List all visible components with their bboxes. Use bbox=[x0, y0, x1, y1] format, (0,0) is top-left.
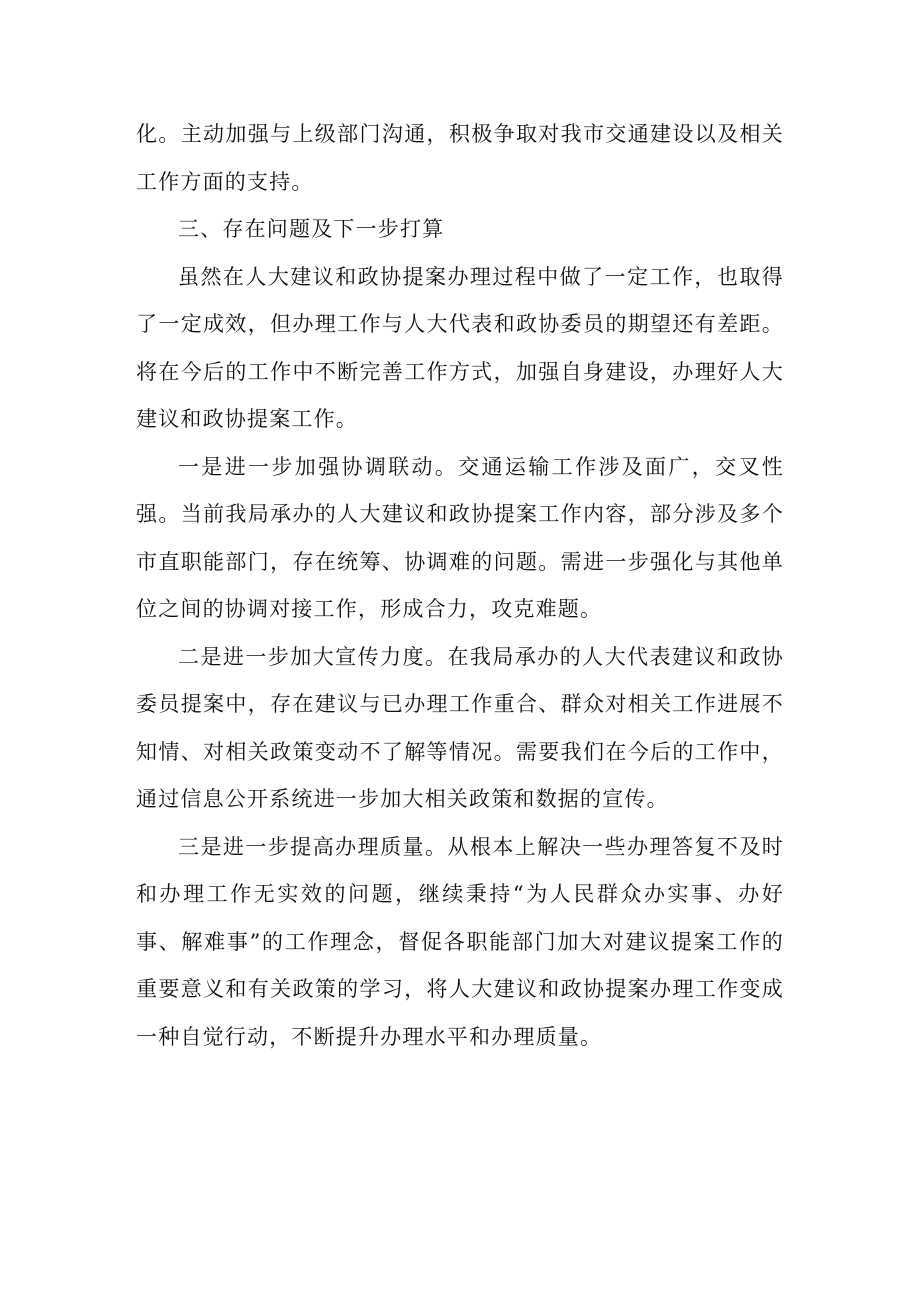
paragraph-continued: 化。主动加强与上级部门沟通，积极争取对我市交通建设以及相关工作方面的支持。 bbox=[136, 122, 784, 194]
paragraph-point-three: 三是进一步提高办理质量。从根本上解决一些办理答复不及时和办理工作无实效的问题，继续秉持“为人民群众办实事、办好事、解难事”的工作理念，督促各职能部门加大对建议提案工作的重要意义和有关政策的学习，将人大建议和政协提案办理工作变成一种自觉行动，不断提升办理水平和办理质量。 bbox=[136, 834, 784, 1049]
document-body bbox=[136, 111, 784, 1061]
paragraph-summary: 虽然在人大建议和政协提案办理过程中做了一定工作，也取得了一定成效，但办理工作与人大代表和政协委员的期望还有差距。将在今后的工作中不断完善工作方式，加强自身建设，办理好人大建议和政协提案工作。 bbox=[136, 264, 784, 431]
section-heading: 三、存在问题及下一步打算 bbox=[178, 217, 445, 241]
paragraph-point-two: 二是进一步加大宣传力度。在我局承办的人大代表建议和政协委员提案中，存在建议与已办理工作重合、群众对相关工作进展不知情、对相关政策变动不了解等情况。需要我们在今后的工作中，通过信息公开系统进一步加大相关政策和数据的宣传。 bbox=[136, 644, 784, 811]
paragraph-point-one: 一是进一步加强协调联动。交通运输工作涉及面广，交叉性强。当前我局承办的人大建议和政协提案工作内容，部分涉及多个市直职能部门，存在统筹、协调难的问题。需进一步强化与其他单位之间的协调对接工作，形成合力，攻克难题。 bbox=[136, 454, 784, 621]
